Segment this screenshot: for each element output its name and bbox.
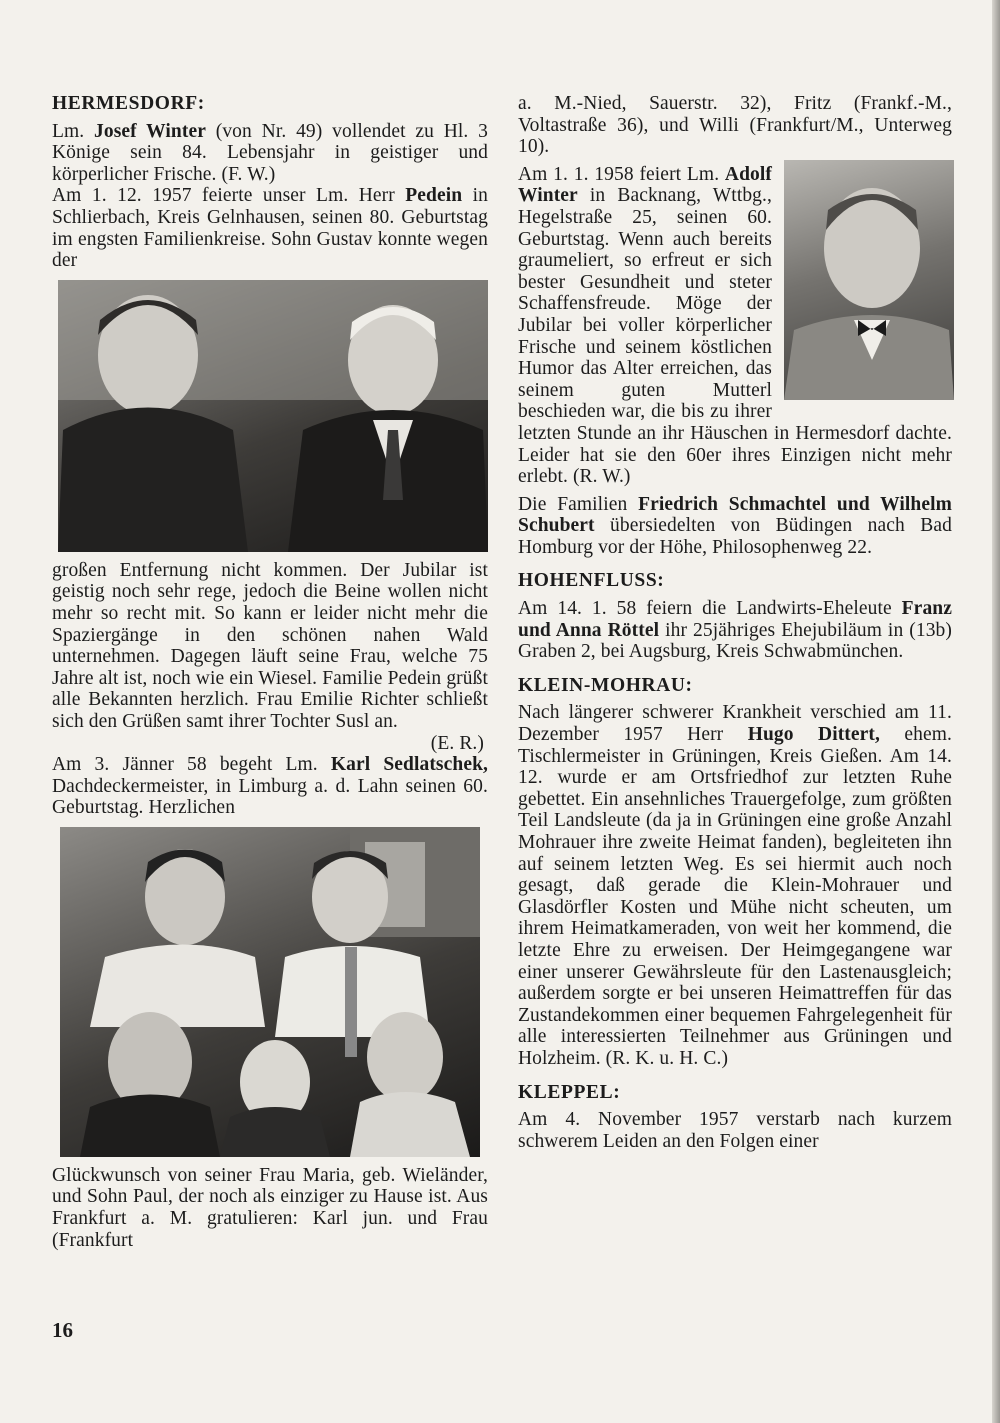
heading-klein-mohrau: KLEIN-MOHRAU: [518,674,693,696]
paragraph-roettel: Am 14. 1. 58 feiern die Landwirts-Eheleute Franz und Anna Röttel ihr 25jähriges Ehejubiläum in (13b) Graben 2, bei Augsburg, Kreis Schwabmünchen. [518,598,953,663]
photo-adolf-winter [784,160,954,400]
paragraph-hugo-dittert: Nach längerer schwerer Krankheit verschied am 11. Dezember 1957 Herr Hugo Dittert, ehem. Tischlermeister in Grüningen, Kreis Gießen. Am 14. 12. wurde er am Ortsfriedhof zur letzten Ruhe gebettet. Ein ansehnliches Trauergefolge, zum größten Teil Landsleute (da ja in Grüningen eine große Anzahl Mohrauer ihre zweite Heimat fanden), begleiteten ihn auf seinem letzten Weg. Es sei hiermit auch noch gesagt, daß gerade die Klein-Mohrauer und Glasdörfler Kosten und Mühe nicht scheuten, um ihrem Heimatkameraden, von weit her kommend, die letzte Ehre zu erweisen. Der Heimgegangene war einer unserer Gewährsleute für den Lastenausgleich; außerdem sorgte er bei unseren Heimattreffen für das Zustandekommen einer bequemen Fahrgelegenheit für alle interessierten Teilnehmer aus Grüningen und Holzheim. (R. K. u. H. C.) [518,702,952,1069]
photo-pedein-couple [58,280,488,552]
paragraph-sedlatschek-sons: a. M.-Nied, Sauerstr. 32), Fritz (Frankf.-M., Voltastraße 36), und Willi (Frankfurt/M., Unterweg 10). [518,93,952,158]
paragraph-josef-winter: Lm. Josef Winter (von Nr. 49) vollendet zu Hl. 3 Könige sein 84. Lebensjahr in geistiger und körperlicher Frische. (F. W.) [52,120,488,185]
paragraph-sedlatschek-continued: Glückwunsch von seiner Frau Maria, geb. Wieländer, und Sohn Paul, der noch als einziger zu Hause ist. Aus Frankfurt a. M. gratulieren: Karl jun. und Frau (Frankfurt [52,1164,488,1251]
paragraph-pedein-continued: großen Entfernung nicht kommen. Der Jubilar ist geistig noch sehr rege, jedoch die Beine wollen nicht mehr so recht mit. So kann er leider nicht mehr die Spaziergänge in den schönen nahen Wald unternehmen. Dagegen läuft seine Frau, welche 75 Jahre alt ist, noch wie ein Wiesel. Familie Pedein grüßt alle Bekannten herzlich. Frau Emilie Richter schließt sich den Grüßen samt ihrer Tochter Susl an. [52,559,488,732]
paragraph-adolf-winter: Am 1. 1. 1958 feiert Lm. Adolf Winter in Backnang, Wttbg., Hegelstraße 25, seinen 60. Geburtstag. Wenn auch bereits graumeliert, so erfreut er sich bester Gesundheit und steter Schaffensfreude. Möge der Jubilar bei voller körperlicher Frische und seinem köstlichen Humor das Alter erreichen, das seinem guten Mutterl beschieden war, die bis zu ihrer letzten Stunde an ihr Häuschen in Hermesdorf dachte. Leider hat sie den 60er ihres Einzigen nicht mehr erlebt. (R. W.) [518,164,952,488]
heading-kleppel: KLEPPEL: [518,1081,621,1103]
left-column [52,93,488,1251]
page-number: 16 [52,1318,73,1342]
paragraph-karl-sedlatschek: Am 3. Jänner 58 begeht Lm. Karl Sedlatschek, Dachdeckermeister, in Limburg a. d. Lahn seinen 60. Geburtstag. Herzlichen [52,754,488,819]
paragraph-kleppel: Am 4. November 1957 verstarb nach kurzem schwerem Leiden an den Folgen einer [518,1109,952,1152]
heading-hohenfluss: HOHENFLUSS: [518,570,665,592]
photo-sedlatschek-family [60,827,480,1157]
paragraph-schmachtel-schubert: Die Familien Friedrich Schmachtel und Wilhelm Schubert übersiedelten von Büdingen nach Bad Homburg vor der Höhe, Philosophenweg 22. [518,493,952,558]
heading-hermesdorf: HERMESDORF: [52,93,205,114]
right-column [518,93,952,1152]
signature-er: (E. R.) [430,732,484,754]
paragraph-pedein: Am 1. 12. 1957 feierte unser Lm. Herr Pedein in Schlierbach, Kreis Gelnhausen, seinen 80. Geburtstag im engsten Familienkreise. Sohn Gustav konnte wegen der [52,185,489,272]
page-edge-shadow [992,0,1000,1423]
